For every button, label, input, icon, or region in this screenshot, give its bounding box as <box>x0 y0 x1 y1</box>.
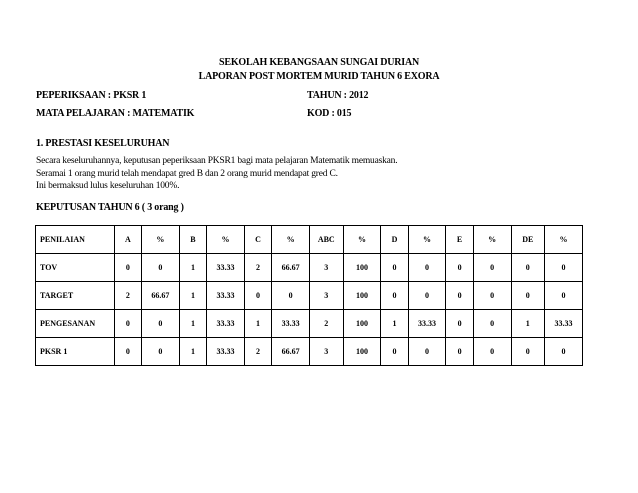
data-cell: 33.33 <box>545 310 583 338</box>
header-cell: % <box>473 226 511 254</box>
data-cell: TOV <box>36 254 115 282</box>
data-cell: 0 <box>408 282 446 310</box>
data-cell: 1 <box>511 310 545 338</box>
summary-line-2: Seramai 1 orang murid telah mendapat gred B dan 2 orang murid mendapat gred C. <box>36 169 338 179</box>
school-name: SEKOLAH KEBANGSAAN SUNGAI DURIAN <box>218 57 420 68</box>
results-table <box>35 225 583 366</box>
data-cell: 100 <box>343 254 381 282</box>
header-cell: PENILAIAN <box>36 226 115 254</box>
data-cell: 100 <box>343 338 381 366</box>
data-cell: 1 <box>244 310 271 338</box>
data-cell: 0 <box>511 254 545 282</box>
header-cell: D <box>381 226 408 254</box>
data-cell: 2 <box>244 338 271 366</box>
data-cell: 33.33 <box>207 254 245 282</box>
data-cell: 100 <box>343 282 381 310</box>
header-cell: E <box>446 226 473 254</box>
header-cell: % <box>343 226 381 254</box>
data-cell: 2 <box>114 282 141 310</box>
data-cell: 0 <box>381 338 408 366</box>
data-cell: 0 <box>142 338 180 366</box>
data-cell: 0 <box>142 254 180 282</box>
header-cell: % <box>272 226 310 254</box>
summary-line-3: Ini bermaksud lulus keseluruhan 100%. <box>36 181 180 191</box>
data-cell: 0 <box>446 254 473 282</box>
header-cell: % <box>545 226 583 254</box>
data-cell: 0 <box>408 254 446 282</box>
data-cell: 1 <box>179 282 206 310</box>
data-cell: 33.33 <box>408 310 446 338</box>
data-cell: 0 <box>545 338 583 366</box>
header-cell: ABC <box>309 226 343 254</box>
report-title: LAPORAN POST MORTEM MURID TAHUN 6 EXORA <box>198 71 440 82</box>
header-cell: % <box>207 226 245 254</box>
table-header-row <box>36 226 583 254</box>
data-cell: 100 <box>343 310 381 338</box>
data-cell: 3 <box>309 254 343 282</box>
data-cell: 0 <box>446 338 473 366</box>
subject-label: MATA PELAJARAN : MATEMATIK <box>36 108 195 119</box>
data-cell: 3 <box>309 282 343 310</box>
table-row <box>36 254 583 282</box>
data-cell: 66.67 <box>272 338 310 366</box>
data-cell: 1 <box>179 254 206 282</box>
data-cell: 0 <box>381 282 408 310</box>
data-cell: 0 <box>446 310 473 338</box>
header-cell: DE <box>511 226 545 254</box>
data-cell: 0 <box>473 282 511 310</box>
data-cell: 0 <box>446 282 473 310</box>
data-cell: 0 <box>408 338 446 366</box>
data-cell: PENGESANAN <box>36 310 115 338</box>
data-cell: PKSR 1 <box>36 338 115 366</box>
data-cell: TARGET <box>36 282 115 310</box>
data-cell: 0 <box>114 310 141 338</box>
table-row <box>36 282 583 310</box>
data-cell: 0 <box>473 310 511 338</box>
data-cell: 66.67 <box>142 282 180 310</box>
code-label: KOD : 015 <box>307 108 352 119</box>
summary-line-1: Secara keseluruhannya, keputusan peperiksaan PKSR1 bagi mata pelajaran Matematik memuaskan. <box>36 156 398 166</box>
data-cell: 1 <box>179 310 206 338</box>
data-cell: 0 <box>272 282 310 310</box>
header-cell: C <box>244 226 271 254</box>
header-cell: % <box>142 226 180 254</box>
data-cell: 0 <box>473 254 511 282</box>
data-cell: 1 <box>381 310 408 338</box>
header-cell: B <box>179 226 206 254</box>
results-heading: KEPUTUSAN TAHUN 6 ( 3 orang ) <box>36 202 184 213</box>
data-cell: 0 <box>511 282 545 310</box>
data-cell: 0 <box>142 310 180 338</box>
table-row <box>36 310 583 338</box>
data-cell: 3 <box>309 338 343 366</box>
exam-label: PEPERIKSAAN : PKSR 1 <box>36 90 147 101</box>
data-cell: 2 <box>244 254 271 282</box>
data-cell: 0 <box>545 282 583 310</box>
data-cell: 0 <box>381 254 408 282</box>
data-cell: 0 <box>114 254 141 282</box>
data-cell: 0 <box>473 338 511 366</box>
header-cell: % <box>408 226 446 254</box>
header-cell: A <box>114 226 141 254</box>
data-cell: 2 <box>309 310 343 338</box>
data-cell: 1 <box>179 338 206 366</box>
year-label: TAHUN : 2012 <box>307 90 369 101</box>
data-cell: 0 <box>511 338 545 366</box>
data-cell: 0 <box>244 282 271 310</box>
data-cell: 66.67 <box>272 254 310 282</box>
data-cell: 0 <box>114 338 141 366</box>
table-row <box>36 338 583 366</box>
section-heading: 1. PRESTASI KESELURUHAN <box>36 138 170 149</box>
data-cell: 33.33 <box>272 310 310 338</box>
data-cell: 33.33 <box>207 310 245 338</box>
data-cell: 33.33 <box>207 282 245 310</box>
data-cell: 0 <box>545 254 583 282</box>
data-cell: 33.33 <box>207 338 245 366</box>
